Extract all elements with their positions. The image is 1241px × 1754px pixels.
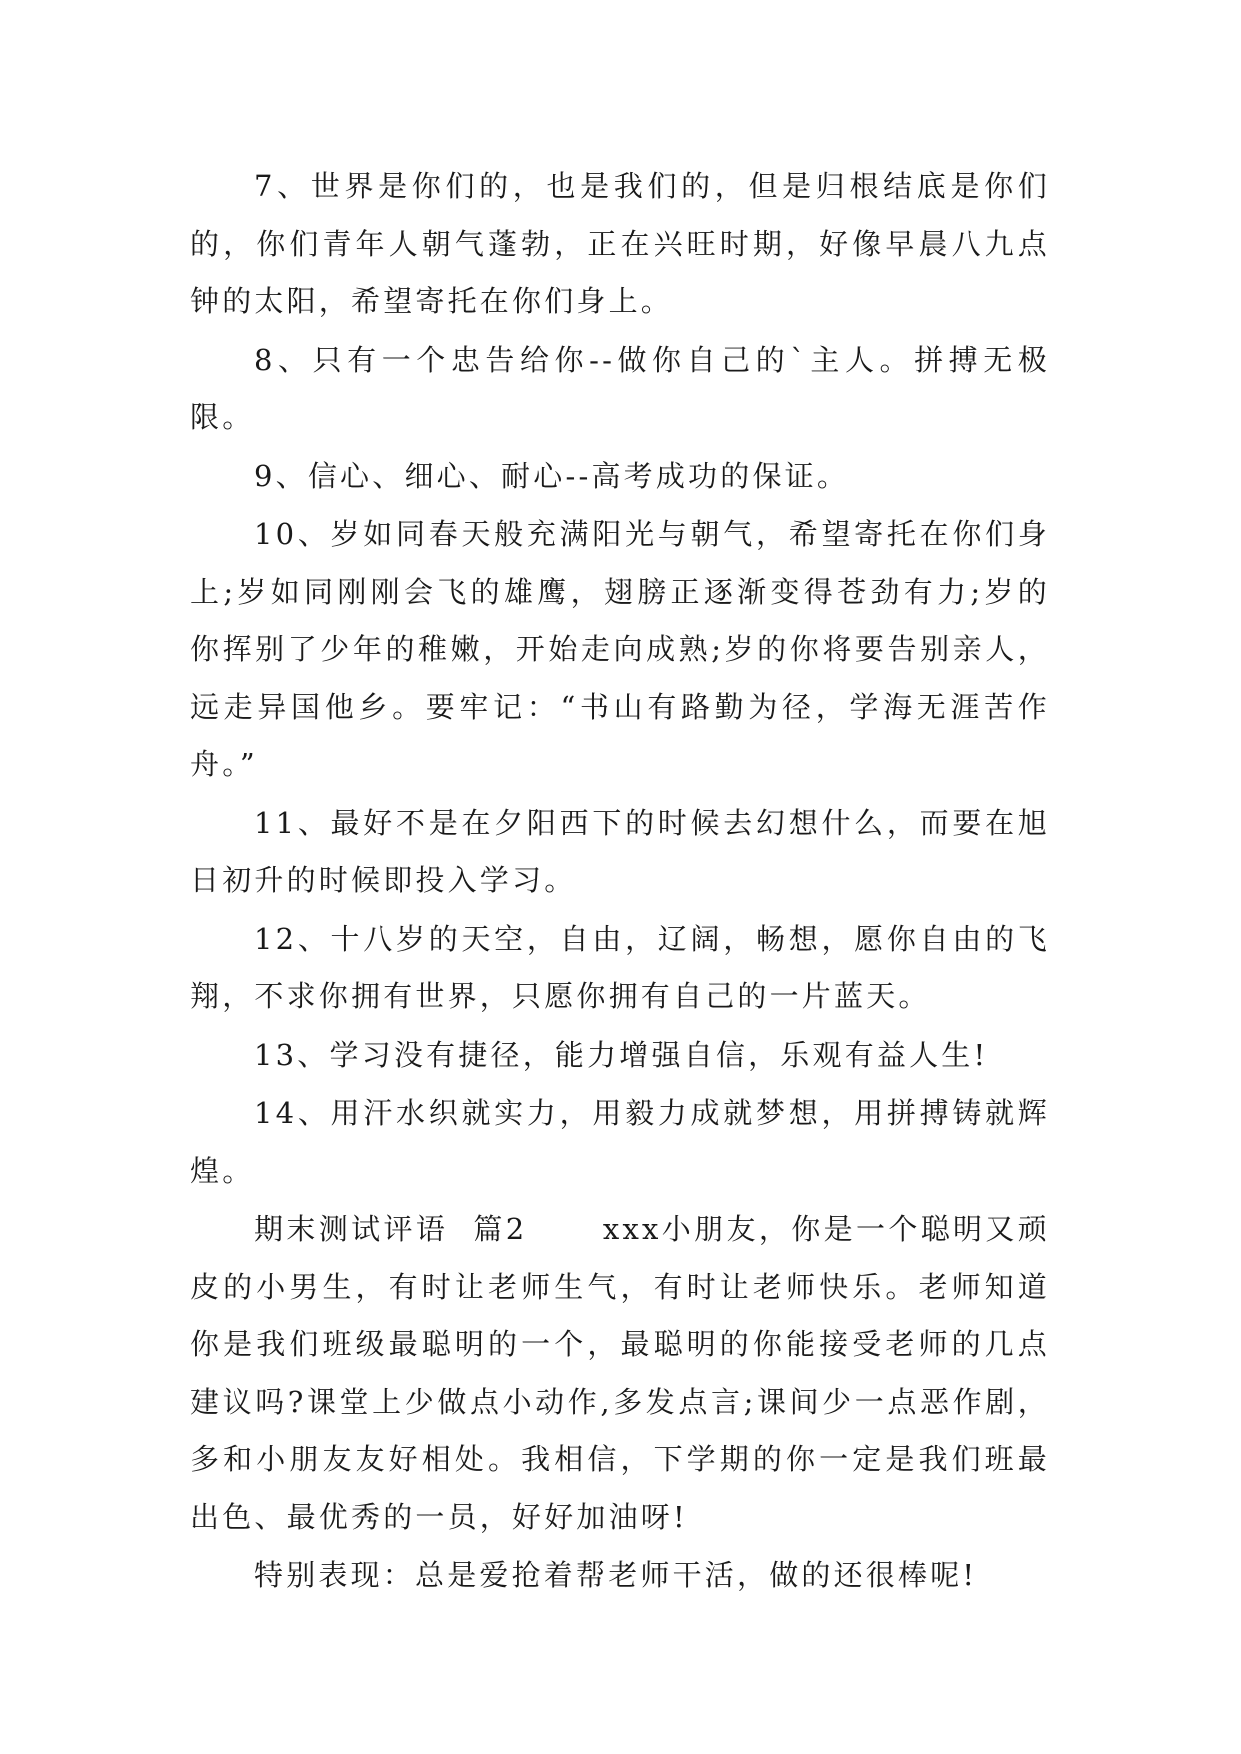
paragraph-11: 11、最好不是在夕阳西下的时候去幻想什么，而要在旭日初升的时候即投入学习。 (190, 805, 1050, 897)
paragraph-13: 13、学习没有捷径，能力增强自信，乐观有益人生! (254, 1037, 989, 1072)
document-body (190, 158, 1050, 1605)
paragraph-12: 12、十八岁的天空，自由，辽阔，畅想，愿你自由的飞翔，不求你拥有世界，只愿你拥有自己的一片蓝天。 (190, 921, 1050, 1013)
section-2-paragraph: 期末测试评语 篇2 xxx小朋友，你是一个聪明又顽皮的小男生，有时让老师生气，有时让老师快乐。老师知道你是我们班级最聪明的一个，最聪明的你能接受老师的几点建议吗?课堂上少做点小动作,多发点言;课间少一点恶作剧，多和小朋友友好相处。我相信，下学期的你一定是我们班最出色、最优秀的一员，好好加油呀! (190, 1212, 1050, 1534)
paragraph-9: 9、信心、细心、耐心--高考成功的保证。 (254, 458, 850, 493)
special-performance-paragraph: 特别表现：总是爱抢着帮老师干活，做的还很棒呢! (254, 1558, 978, 1592)
paragraph-8: 8、只有一个忠告给你--做你自己的`主人。拼搏无极限。 (190, 342, 1050, 434)
paragraph-7: 7、世界是你们的，也是我们的，但是归根结底是你们的，你们青年人朝气蓬勃，正在兴旺时期，好像早晨八九点钟的太阳，希望寄托在你们身上。 (190, 169, 1050, 318)
paragraph-10: 10、岁如同春天般充满阳光与朝气，希望寄托在你们身上;岁如同刚刚会飞的雄鹰，翅膀正逐渐变得苍劲有力;岁的你挥别了少年的稚嫩，开始走向成熟;岁的你将要告别亲人，远走异国他乡。要牢记：“书山有路勤为径，学海无涯苦作舟。” (190, 517, 1050, 781)
paragraph-14: 14、用汗水织就实力，用毅力成就梦想，用拼搏铸就辉煌。 (190, 1096, 1050, 1188)
